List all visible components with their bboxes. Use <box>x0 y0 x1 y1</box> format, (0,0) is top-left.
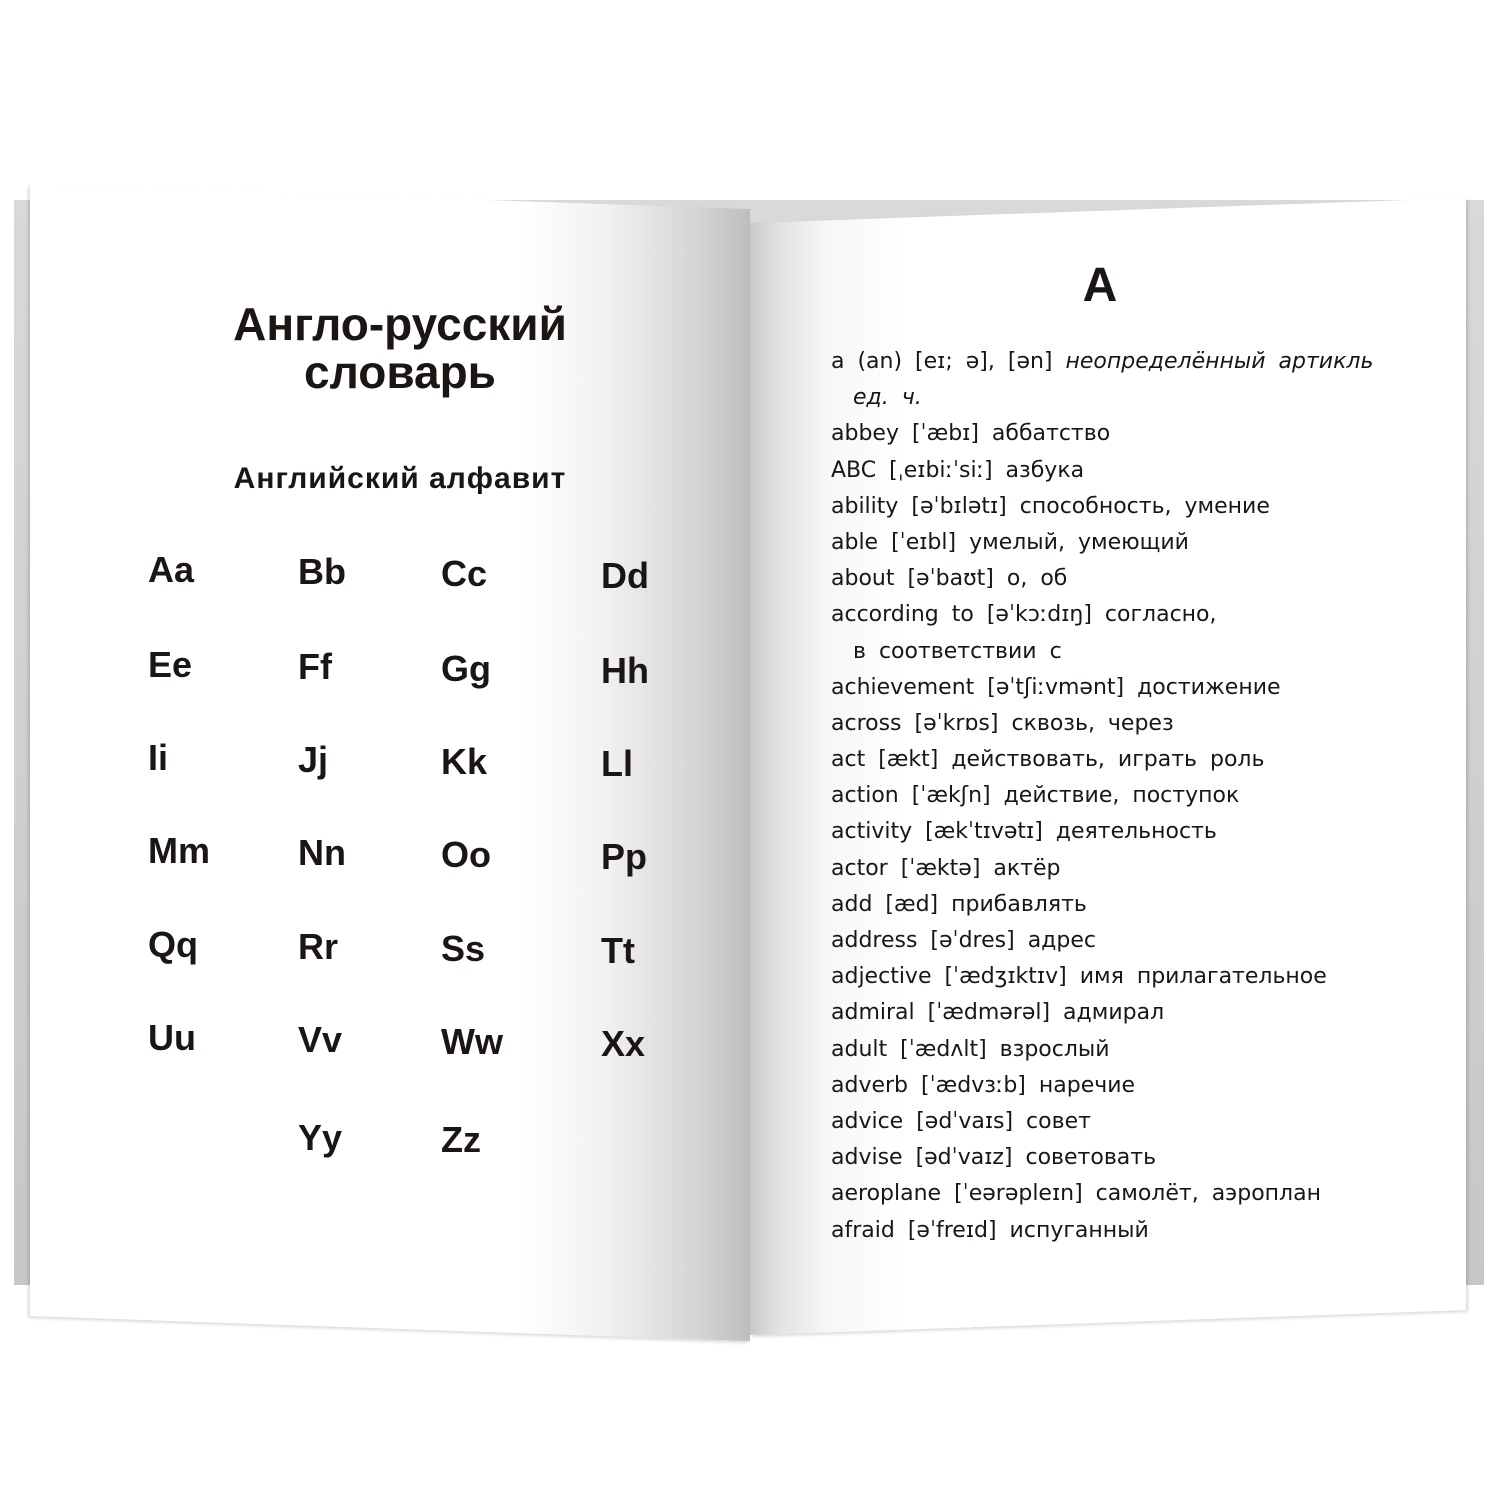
dictionary-entry <box>831 380 1391 416</box>
dictionary-entry <box>831 778 1391 814</box>
dictionary-entry <box>831 1032 1391 1068</box>
entry-text: admiral [ˈædmərəl] адмирал <box>831 1000 1165 1026</box>
alphabet-letter: Ww <box>441 1021 503 1062</box>
alphabet-letter: Jj <box>298 739 329 780</box>
dictionary-entry <box>831 489 1391 525</box>
entry-text: address [əˈdres] адрес <box>831 928 1096 953</box>
page-title <box>200 300 600 396</box>
alphabet-letter: Oo <box>441 834 491 875</box>
entry-text: add [æd] прибавлять <box>831 891 1087 917</box>
alphabet-letter: Uu <box>148 1017 196 1058</box>
alphabet-letter: Pp <box>601 836 648 877</box>
entry-text: ability [əˈbɪlətɪ] способность, умение <box>831 493 1270 519</box>
alphabet-heading: Английский алфавит <box>233 462 567 495</box>
entry-text: able [ˈeɪbl] умелый, умеющий <box>831 529 1189 555</box>
dictionary-entry <box>831 851 1391 887</box>
entry-text: в соответствии с <box>853 638 1062 664</box>
alphabet-letter: Ll <box>601 743 633 784</box>
dictionary-entry <box>831 1213 1391 1249</box>
entry-text: adult [ˈædʌlt] взрослый <box>831 1036 1110 1062</box>
entry-text: action [ˈækʃn] действие, поступок <box>831 783 1240 809</box>
alphabet-letter: Vv <box>298 1019 343 1060</box>
dictionary-entry <box>831 670 1391 706</box>
entry-text: according to [əˈkɔːdɪŋ] согласно, <box>831 602 1217 628</box>
alphabet-letter: Gg <box>441 648 491 689</box>
title-line: Англо-русский <box>233 298 567 350</box>
alphabet-letter: Bb <box>298 551 346 592</box>
dictionary-entry <box>831 597 1391 633</box>
dictionary-entry <box>831 1140 1391 1176</box>
entry-text: aeroplane [ˈeərəpleɪn] самолёт, аэроплан <box>831 1181 1321 1207</box>
dictionary-entry <box>831 742 1391 778</box>
dictionary-entry <box>831 814 1391 850</box>
entry-text: act [ækt] действовать, играть роль <box>831 747 1265 773</box>
alphabet-letter: Aa <box>148 549 195 590</box>
dictionary-entry <box>831 1176 1391 1212</box>
entry-part-of-speech: неопределённый артикль <box>1065 349 1374 374</box>
entry-text: ABC [ˌeɪbiːˈsiː] азбука <box>831 457 1085 483</box>
dictionary-entry <box>831 959 1391 995</box>
alphabet-letter: Tt <box>601 930 635 971</box>
alphabet-letter: Hh <box>601 650 649 691</box>
entry-text: advice [ədˈvaɪs] совет <box>831 1108 1091 1134</box>
alphabet-letter: Qq <box>148 924 198 965</box>
alphabet-letter: Nn <box>298 832 346 873</box>
dictionary-entry <box>831 344 1391 380</box>
alphabet-letter: Ss <box>441 928 486 969</box>
alphabet-letter: Xx <box>601 1023 646 1064</box>
title-line: словарь <box>304 346 496 398</box>
entry-text: afraid [əˈfreɪd] испуганный <box>831 1217 1149 1243</box>
alphabet-letter: Yy <box>298 1117 343 1158</box>
entry-text: across [əˈkrɒs] сквозь, через <box>831 710 1174 736</box>
entry-text: about [əˈbaʊt] о, об <box>831 566 1068 592</box>
dictionary-entry <box>831 416 1391 452</box>
entry-part-of-speech: ед. ч. <box>853 385 922 411</box>
section-letter: A <box>1082 259 1118 312</box>
dictionary-entry <box>831 887 1391 923</box>
dictionary-entry <box>831 525 1391 561</box>
dictionary-entry <box>831 453 1391 489</box>
dictionary-entry <box>831 561 1391 597</box>
entry-text: advise [ədˈvaɪz] советовать <box>831 1145 1157 1171</box>
entry-text: adjective [ˈædʒɪktɪv] имя прилагательное <box>831 964 1327 990</box>
entry-text: abbey [ˈæbɪ] аббатство <box>831 421 1111 447</box>
dictionary-entry <box>831 1104 1391 1140</box>
alphabet-letter: Ff <box>298 646 332 687</box>
alphabet-letter: Rr <box>298 926 339 967</box>
dictionary-entry <box>831 995 1391 1031</box>
entry-text: a (an) [eɪ; ə], [ən] <box>831 349 1053 374</box>
entry-text: actor [ˈæktə] актёр <box>831 855 1061 881</box>
alphabet-letter: Mm <box>148 830 210 871</box>
entry-text: activity [ækˈtɪvətɪ] деятельность <box>831 819 1217 845</box>
alphabet-letter: Dd <box>601 555 649 596</box>
alphabet-letter: Zz <box>441 1119 481 1160</box>
entry-text: adverb [ˈædvɜːb] наречие <box>831 1072 1136 1098</box>
dictionary-entry <box>831 1068 1391 1104</box>
alphabet-letter: Ee <box>148 644 193 685</box>
alphabet-letter: Ii <box>148 737 169 778</box>
alphabet-letter: Kk <box>441 741 488 782</box>
dictionary-entries <box>831 344 1391 1249</box>
entry-text: achievement [əˈtʃiːvmənt] достижение <box>831 674 1281 700</box>
alphabet-letter: Cc <box>441 553 488 594</box>
dictionary-entry <box>831 923 1391 959</box>
dictionary-entry <box>831 634 1391 670</box>
dictionary-entry <box>831 706 1391 742</box>
